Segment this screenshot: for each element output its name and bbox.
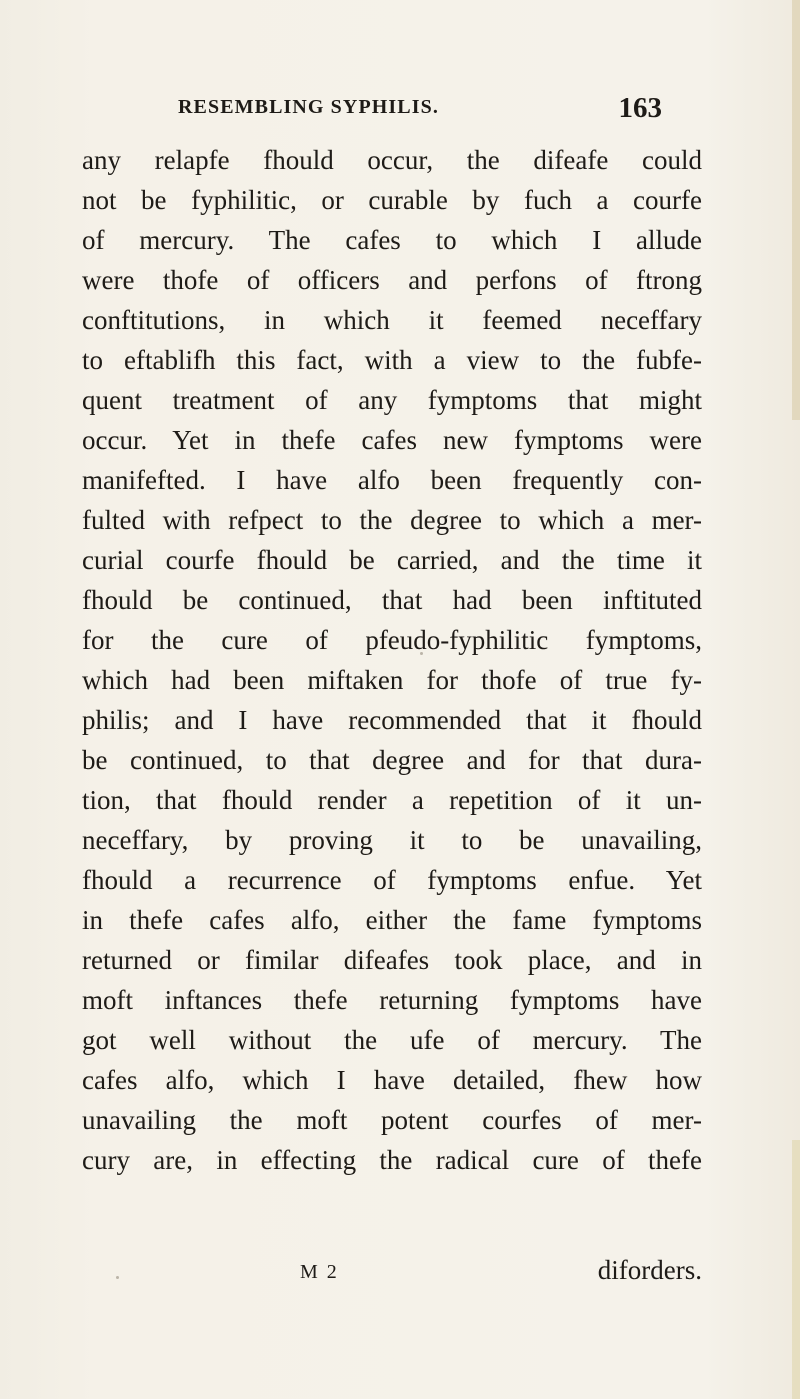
text-line: manifefted. I have alfo been frequently con- xyxy=(82,465,702,495)
text-line: any relapfe fhould occur, the difeafe could xyxy=(82,145,702,175)
text-line: were thofe of officers and perfons of ftrong xyxy=(82,265,702,295)
text-line: of mercury. The cafes to which I allude xyxy=(82,225,702,255)
running-title: RESEMBLING SYPHILIS. xyxy=(178,96,439,118)
text-line: fulted with refpect to the degree to which a mer- xyxy=(82,505,702,535)
text-line: moft inftances thefe returning fymptoms have xyxy=(82,985,702,1015)
text-line: to eftablifh this fact, with a view to the fubfe- xyxy=(82,345,702,375)
text-line: fhould be continued, that had been inftituted xyxy=(82,585,702,615)
text-line: unavailing the moft potent courfes of mer- xyxy=(82,1105,702,1135)
text-line: philis; and I have recommended that it fhould xyxy=(82,705,702,735)
text-line: got well without the ufe of mercury. The xyxy=(82,1025,702,1055)
text-line: occur. Yet in thefe cafes new fymptoms were xyxy=(82,425,702,455)
text-line: in thefe cafes alfo, either the fame fymptoms xyxy=(82,905,702,935)
body-text xyxy=(82,140,702,1180)
text-line: not be fyphilitic, or curable by fuch a courfe xyxy=(82,185,702,215)
text-line: cafes alfo, which I have detailed, fhew how xyxy=(82,1065,702,1095)
text-line: quent treatment of any fymptoms that might xyxy=(82,385,702,415)
text-line: for the cure of pfeudo-fyphilitic fymptoms, xyxy=(82,625,702,655)
page-footer xyxy=(82,1257,702,1295)
running-head xyxy=(178,92,662,132)
paper-edge-stain xyxy=(792,1140,800,1399)
signature-mark: M 2 xyxy=(300,1261,339,1283)
text-line: be continued, to that degree and for that dura- xyxy=(82,745,702,775)
text-line: cury are, in effecting the radical cure of thefe xyxy=(82,1145,702,1175)
text-line: returned or fimilar difeafes took place, and in xyxy=(82,945,702,975)
catchword: diforders. xyxy=(597,1255,702,1285)
text-line: fhould a recurrence of fymptoms enfue. Yet xyxy=(82,865,702,895)
text-line: conftitutions, in which it feemed neceffary xyxy=(82,305,702,335)
text-line: neceffary, by proving it to be unavailing, xyxy=(82,825,702,855)
text-line: which had been miftaken for thofe of true fy- xyxy=(82,665,702,695)
paper-edge-shadow xyxy=(792,0,800,420)
page-number: 163 xyxy=(618,92,662,124)
text-line: curial courfe fhould be carried, and the time it xyxy=(82,545,702,575)
text-line: tion, that fhould render a repetition of it un- xyxy=(82,785,702,815)
